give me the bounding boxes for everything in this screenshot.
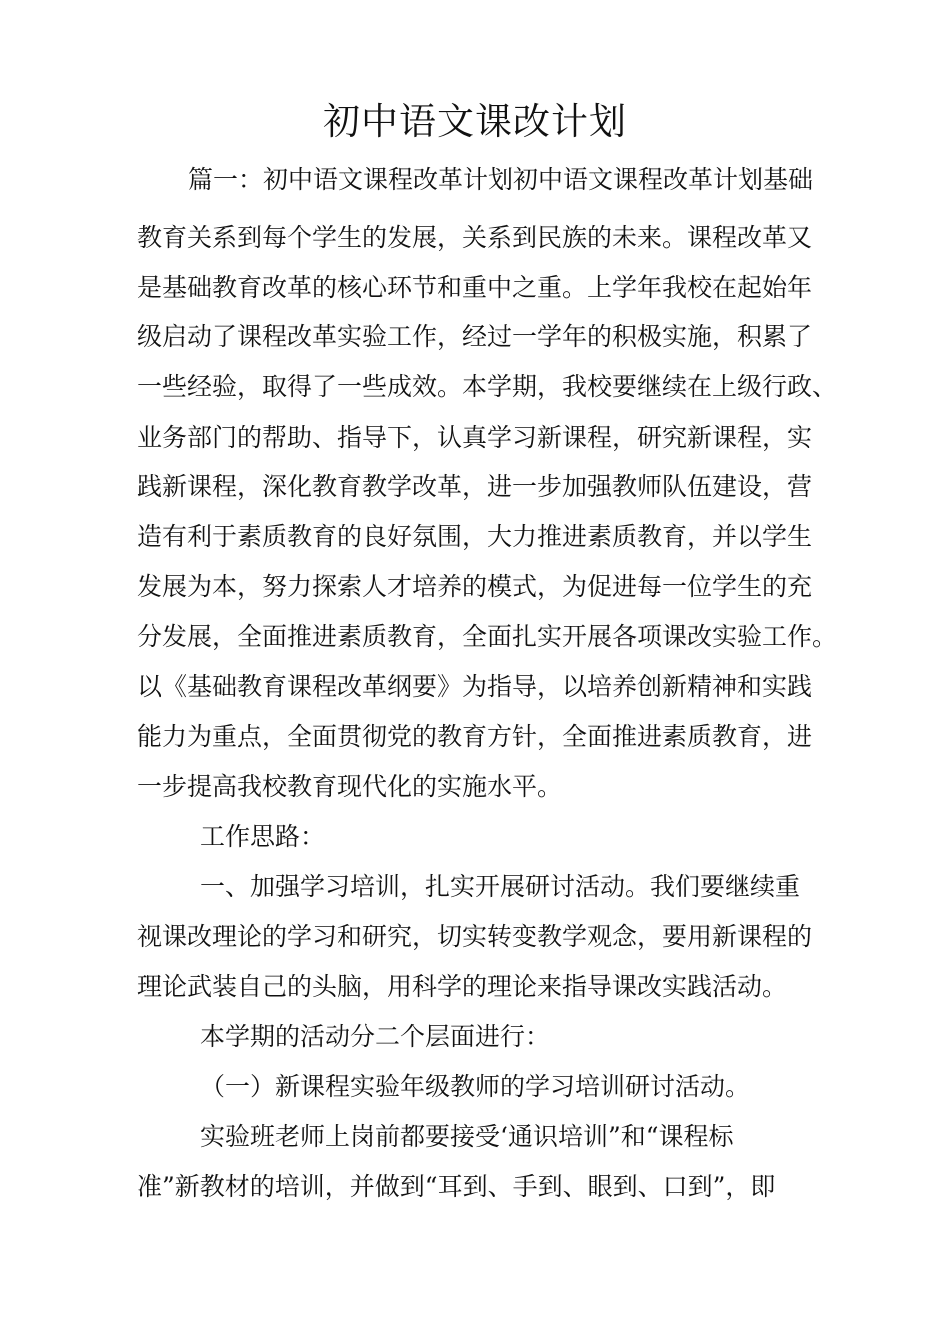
paragraph-line: 工作思路：	[200, 822, 326, 851]
paragraph-line: 一步提高我校教育现代化的实施水平。	[137, 772, 563, 801]
paragraph-line: 是基础教育改革的核心环节和重中之重。上学年我校在起始年	[137, 273, 813, 302]
paragraph-line: 准”新教材的培训，并做到“耳到、手到、眼到、口到”，即	[137, 1172, 776, 1201]
paragraph-line: 造有利于素质教育的良好氛围，大力推进素质教育，并以学生	[137, 522, 813, 551]
paragraph-line: 以《基础教育课程改革纲要》为指导，以培养创新精神和实践	[137, 672, 813, 701]
paragraph-line: 践新课程，深化教育教学改革，进一步加强教师队伍建设，营	[137, 472, 813, 501]
paragraph-line: 篇一：初中语文课程改革计划初中语文课程改革计划基础	[188, 165, 814, 194]
paragraph-line: 发展为本，努力探索人才培养的模式，为促进每一位学生的充	[137, 572, 813, 601]
paragraph-line: 理论武装自己的头脑，用科学的理论来指导课改实践活动。	[137, 972, 788, 1001]
paragraph-line: 本学期的活动分二个层面进行：	[200, 1022, 551, 1051]
paragraph-line: 一些经验，取得了一些成效。本学期，我校要继续在上级行政、	[137, 372, 838, 401]
paragraph-line: （一）新课程实验年级教师的学习培训研讨活动。	[200, 1072, 751, 1101]
paragraph-line: 能力为重点，全面贯彻党的教育方针，全面推进素质教育，进	[137, 722, 813, 751]
paragraph-line: 一、加强学习培训，扎实开展研讨活动。我们要继续重	[200, 872, 801, 901]
paragraph-line: 级启动了课程改革实验工作，经过一学年的积极实施，积累了	[137, 322, 813, 351]
document-title: 初中语文课改计划	[323, 100, 627, 143]
paragraph-line: 分发展，全面推进素质教育，全面扎实开展各项课改实验工作。	[137, 622, 838, 651]
paragraph-line: 教育关系到每个学生的发展，关系到民族的未来。课程改革又	[137, 223, 813, 252]
paragraph-line: 业务部门的帮助、指导下，认真学习新课程，研究新课程，实	[137, 423, 813, 452]
paragraph-line: 实验班老师上岗前都要接受‘通识培训”和“课程标	[200, 1122, 734, 1151]
paragraph-line: 视课改理论的学习和研究，切实转变教学观念，要用新课程的	[137, 922, 813, 951]
